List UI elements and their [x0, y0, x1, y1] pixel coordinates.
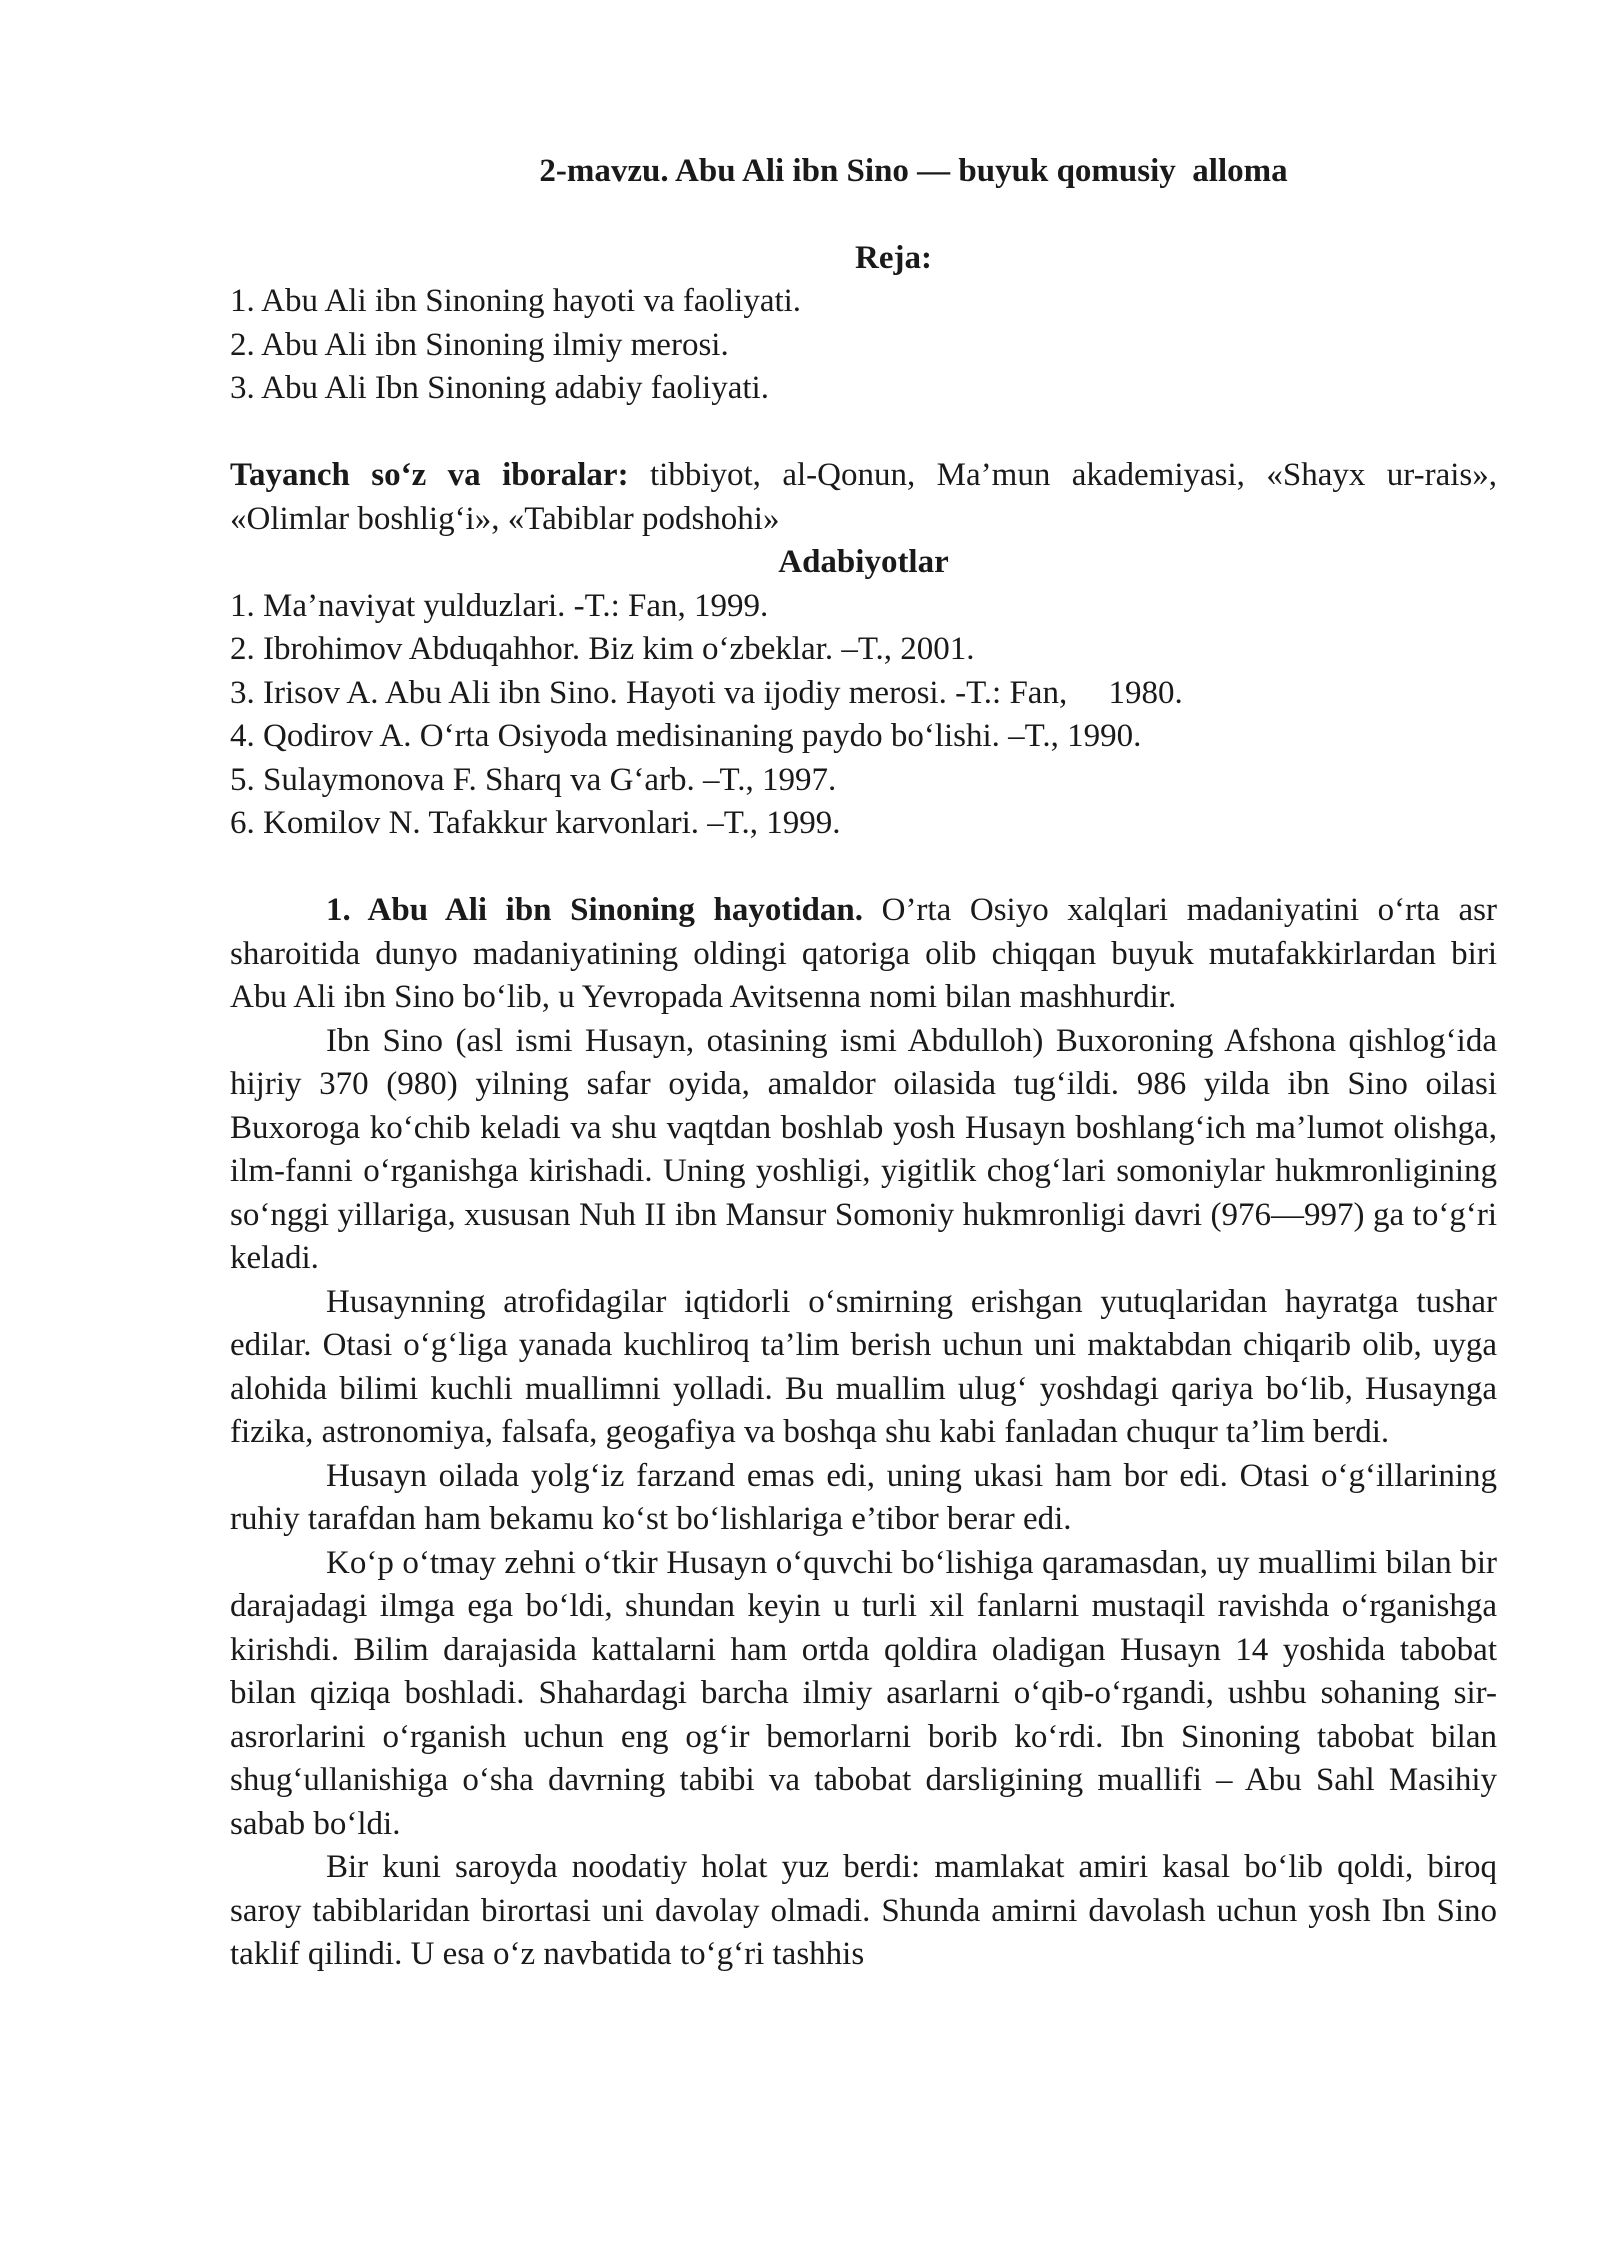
literature-heading: Adabiyotlar	[778, 544, 949, 580]
body-paragraph: Ko‘p o‘tmay zehni o‘tkir Husayn o‘quvchi bo‘lishiga qaramasdan, uy muallimi bilan bir darajadagi ilmga ega bo‘ldi, shundan keyin u turli xil fanlarni mustaqil ravishda o‘rganishga kirishdi. Bilim darajasida kattalarni ham ortda qoldira oladigan Husayn 14 yoshida tabobat bilan qiziqa boshladi. Shahardagi barcha ilmiy asarlarni o‘qib-o‘rgandi, ushbu sohaning sir-asrorlarini o‘rganish uchun eng og‘ir bemorlarni borib ko‘rdi. Ibn Sinoning tabobat bilan shug‘ullanishiga o‘sha davrning tabibi va tabobat darsligining muallifi – Abu Sahl Masihiy sabab bo‘ldi.	[230, 1544, 1497, 1842]
body-paragraph: Bir kuni saroyda noodatiy holat yuz berdi: mamlakat amiri kasal bo‘lib qoldi, biroq saroy tabiblaridan birortasi uni davolay olmadi. Shunda amirni davolash uchun yosh Ibn Sino taklif qilindi. U esa o‘z navbatida to‘g‘ri tashhis	[230, 1849, 1497, 1972]
plan-item: 1. Abu Ali ibn Sinoning hayoti va faoliyati.	[230, 283, 802, 319]
document-title: 2-mavzu. Abu Ali ibn Sino — buyuk qomusiy alloma	[539, 153, 1288, 189]
plan-item: 3. Abu Ali Ibn Sinoning adabiy faoliyati.	[230, 370, 769, 406]
literature-item: 3. Irisov A. Abu Ali ibn Sino. Hayoti va ijodiy merosi. -T.: Fan, 1980.	[230, 674, 1183, 711]
keywords-text: tibbiyot, al-Qonun, Ma’mun akademiyasi, «Shayx ur-rais», «Olimlar boshlig‘i», «Tabiblar podshohi»	[230, 457, 1497, 537]
keywords-label: Tayanch so‘z va iboralar:	[230, 457, 629, 493]
literature-item: 5. Sulaymonova F. Sharq va G‘arb. –T., 1997.	[230, 761, 837, 798]
keywords-paragraph	[230, 454, 1497, 541]
section-heading: 1. Abu Ali ibn Sinoning hayotidan.	[326, 892, 863, 928]
literature-item: 2. Ibrohimov Abduqahhor. Biz kim o‘zbeklar. –T., 2001.	[230, 631, 975, 667]
plan-heading: Reja:	[855, 239, 932, 276]
literature-item: 1. Ma’naviyat yulduzlari. -T.: Fan, 1999.	[230, 587, 769, 624]
body-paragraph: Husayn oilada yolg‘iz farzand emas edi, uning ukasi ham bor edi. Otasi o‘g‘illarining ruhiy tarafdan ham bekamu ko‘st bo‘lishlariga e’tibor berar edi.	[230, 1457, 1497, 1537]
body-paragraph: Ibn Sino (asl ismi Husayn, otasining ismi Abdulloh) Buxoroning Afshona qishlog‘ida hijriy 370 (980) yilning safar oyida, amaldor oilasida tug‘ildi. 986 yilda ibn Sino oilasi Buxoroga ko‘chib keladi va shu vaqtdan boshlab yosh Husayn boshlang‘ich ma’lumot olishga, ilm-fanni o‘rganishga kirishadi. Uning yoshligi, yigitlik chog‘lari somoniylar hukmronligining so‘nggi yillariga, xususan Nuh II ibn Mansur Somoniy hukmronligi davri (976—997) ga to‘g‘ri keladi.	[230, 1022, 1497, 1276]
plan-list	[230, 280, 1497, 411]
literature-item: 4. Qodirov A. O‘rta Osiyoda medisinaning paydo bo‘lishi. –T., 1990.	[230, 718, 1142, 754]
section-body	[230, 889, 1497, 1977]
document-page	[230, 150, 1497, 1977]
literature-item: 6. Komilov N. Tafakkur karvonlari. –T., 1999.	[230, 805, 841, 841]
paragraph-text: O’rta Osiyo xalqlari madaniyatini o‘rta asr sharoitida dunyo madaniyatining oldingi qatoriga olib chiqqan buyuk mutafakkirlardan biri Abu Ali ibn Sino bo‘lib, u Yevropada Avitsenna nomi bilan mashhurdir.	[230, 892, 1498, 1015]
literature-list	[230, 585, 1497, 846]
plan-item: 2. Abu Ali ibn Sinoning ilmiy merosi.	[230, 326, 729, 363]
body-paragraph	[230, 889, 1497, 1020]
body-paragraph: Husaynning atrofidagilar iqtidorli o‘smirning erishgan yutuqlaridan hayratga tushar edilar. Otasi o‘g‘liga yanada kuchliroq ta’lim berish uchun uni maktabdan chiqarib olib, uyga alohida bilimi kuchli muallimni yolladi. Bu muallim ulug‘ yoshdagi qariya bo‘lib, Husaynga fizika, astronomiya, falsafa, geogafiya va boshqa shu kabi fanladan chuqur ta’lim berdi.	[230, 1283, 1497, 1450]
